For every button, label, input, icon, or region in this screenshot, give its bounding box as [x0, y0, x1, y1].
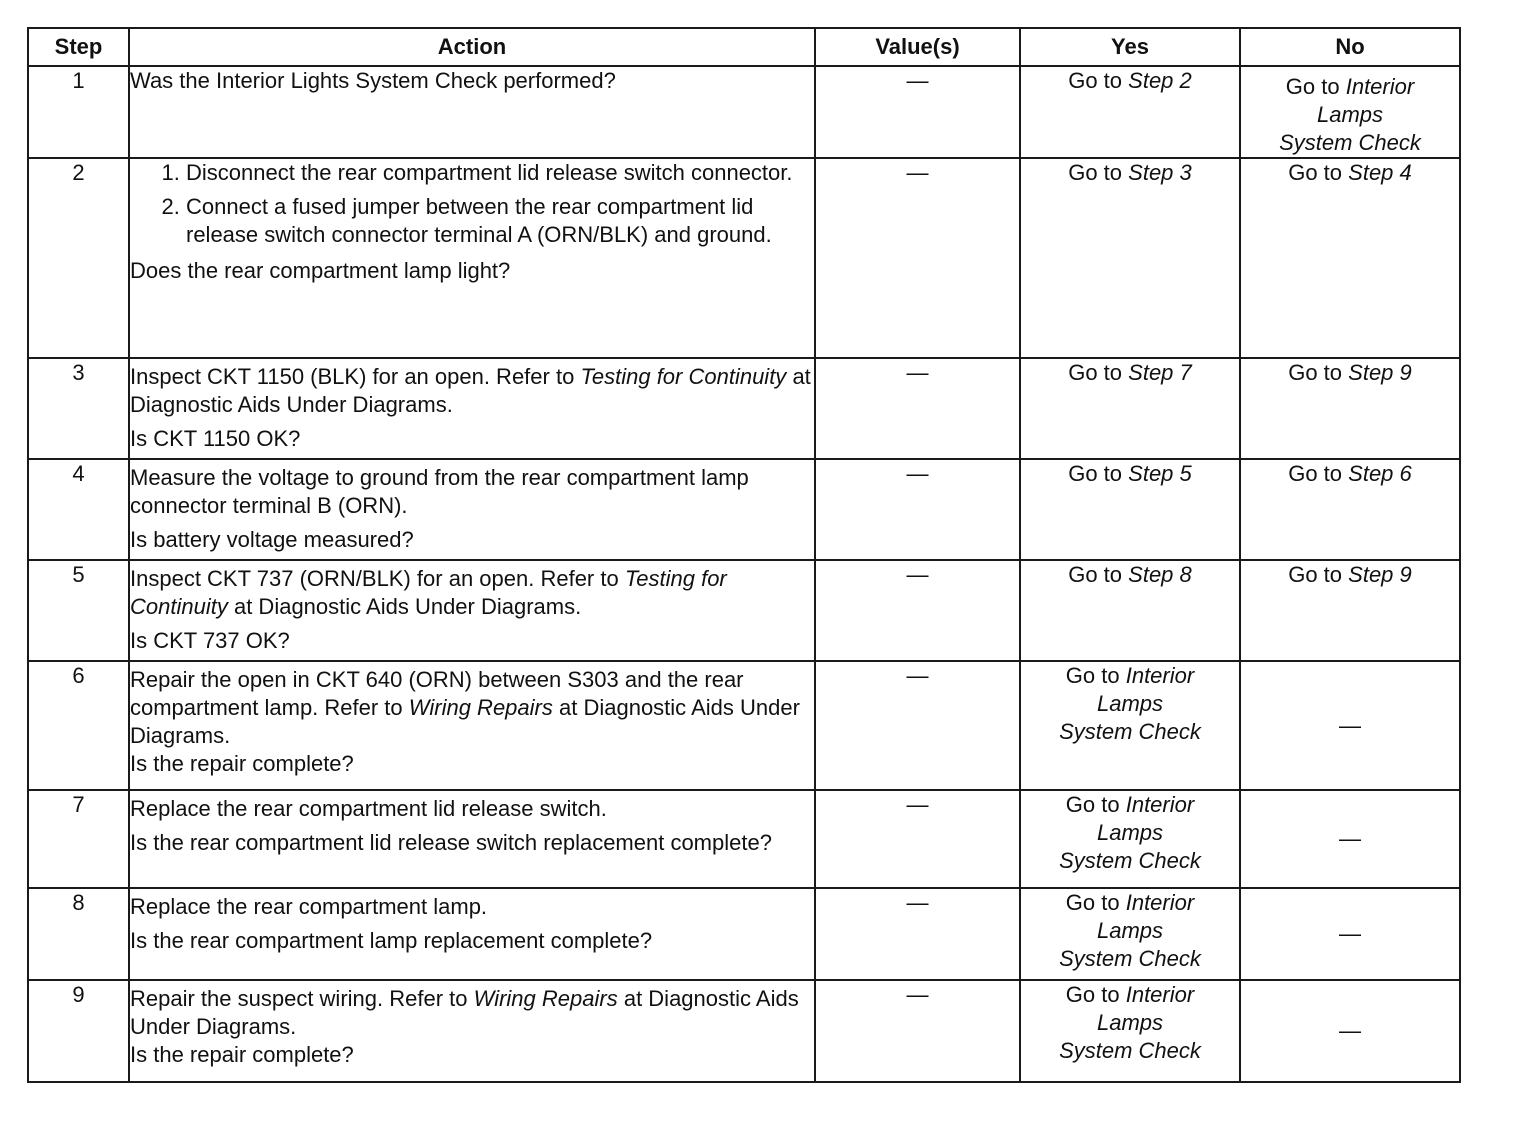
- yes-target-line1: Interior: [1125, 982, 1195, 1007]
- action-question: Is the repair complete?: [130, 1042, 354, 1067]
- value-dash: —: [906, 160, 929, 185]
- table-row: [28, 888, 1460, 980]
- action-question: Is CKT 737 OK?: [130, 628, 290, 653]
- go-to-label: Go to: [1065, 663, 1120, 688]
- no-dash: —: [1339, 1018, 1361, 1043]
- table-row: [28, 158, 1460, 358]
- table-row: [28, 459, 1460, 560]
- reference-link-text: Wiring Repairs: [408, 695, 553, 720]
- no-cell: [1240, 358, 1460, 459]
- go-to-label: Go to: [1065, 792, 1120, 817]
- action-cell: [129, 790, 815, 888]
- yes-target: Step 5: [1128, 461, 1192, 486]
- action-question: Was the Interior Lights System Check performed?: [130, 68, 616, 93]
- yes-target-line3: System Check: [1059, 719, 1201, 744]
- value-dash: —: [906, 562, 929, 587]
- yes-target-line1: Interior: [1125, 792, 1195, 817]
- instruction-item: 2. Connect a fused jumper between the rear compartment lid release switch connector terminal A (ORN/BLK) and ground.: [186, 193, 814, 249]
- value-cell: [815, 358, 1020, 459]
- yes-target-line3: System Check: [1059, 848, 1201, 873]
- step-number: 9: [28, 980, 129, 1082]
- go-to-label: Go to: [1068, 360, 1123, 385]
- value-cell: [815, 459, 1020, 560]
- no-cell: [1240, 158, 1460, 358]
- no-target-line3: System Check: [1279, 130, 1421, 155]
- action-text: Replace the rear compartment lamp.: [130, 894, 488, 919]
- reference-link-text: Testing for Continuity: [130, 566, 727, 619]
- no-dash: —: [1339, 712, 1361, 738]
- value-cell: [815, 560, 1020, 661]
- action-question: Is the repair complete?: [130, 751, 354, 776]
- header-values: Value(s): [815, 28, 1020, 66]
- value-cell: [815, 66, 1020, 158]
- action-text: Measure the voltage to ground from the rear compartment lamp connector terminal B (ORN).: [130, 465, 749, 518]
- header-step: Step: [28, 28, 129, 66]
- go-to-label: Go to: [1285, 74, 1340, 99]
- action-cell: [129, 158, 815, 358]
- value-dash: —: [906, 890, 929, 915]
- yes-cell: [1020, 888, 1240, 980]
- step-number: 3: [28, 358, 129, 459]
- no-target: Step 4: [1348, 160, 1412, 185]
- no-cell: [1240, 459, 1460, 560]
- go-to-label: Go to: [1288, 360, 1343, 385]
- no-dash: —: [1339, 826, 1361, 851]
- no-target: Step 9: [1348, 562, 1412, 587]
- action-text: Repair the suspect wiring. Refer to Wiring Repairs at Diagnostic Aids Under Diagrams.: [130, 986, 799, 1039]
- yes-target: Step 7: [1128, 360, 1192, 385]
- table-row: [28, 790, 1460, 888]
- action-cell: [129, 358, 815, 459]
- go-to-label: Go to: [1065, 890, 1120, 915]
- header-row: [28, 28, 1460, 66]
- yes-target-line2: Lamps: [1096, 1010, 1164, 1035]
- action-text: Repair the open in CKT 640 (ORN) between S303 and the rear compartment lamp. Refer to Wiring Repairs at Diagnostic Aids Under Diagrams.: [130, 667, 800, 748]
- no-target-line1: Interior: [1345, 74, 1415, 99]
- action-question: Does the rear compartment lamp light?: [130, 258, 511, 283]
- go-to-label: Go to: [1065, 982, 1120, 1007]
- step-number: 2: [28, 158, 129, 358]
- step-number: 8: [28, 888, 129, 980]
- header-action: Action: [129, 28, 815, 66]
- value-dash: —: [906, 663, 929, 688]
- value-cell: [815, 980, 1020, 1082]
- instruction-item: 1. Disconnect the rear compartment lid release switch connector.: [186, 159, 814, 187]
- no-dash: —: [1339, 921, 1361, 946]
- no-cell: [1240, 66, 1460, 158]
- no-cell: [1240, 980, 1460, 1082]
- yes-target: Step 3: [1128, 160, 1192, 185]
- yes-target-line2: Lamps: [1096, 820, 1164, 845]
- no-cell: [1240, 888, 1460, 980]
- value-dash: —: [906, 461, 929, 486]
- go-to-label: Go to: [1288, 562, 1343, 587]
- action-question: Is battery voltage measured?: [130, 527, 414, 552]
- header-no: No: [1240, 28, 1460, 66]
- yes-cell: [1020, 790, 1240, 888]
- go-to-label: Go to: [1068, 562, 1123, 587]
- step-number: 7: [28, 790, 129, 888]
- header-yes: Yes: [1020, 28, 1240, 66]
- yes-target-line3: System Check: [1059, 1038, 1201, 1063]
- action-text: Inspect CKT 1150 (BLK) for an open. Refer to Testing for Continuity at Diagnostic Aids Under Diagrams.: [130, 364, 811, 417]
- yes-target-line3: System Check: [1059, 946, 1201, 971]
- value-cell: [815, 661, 1020, 790]
- action-cell: [129, 980, 815, 1082]
- value-dash: —: [906, 792, 929, 817]
- action-cell: [129, 888, 815, 980]
- yes-target-line2: Lamps: [1096, 918, 1164, 943]
- go-to-label: Go to: [1068, 461, 1123, 486]
- value-cell: [815, 158, 1020, 358]
- yes-target-line1: Interior: [1125, 663, 1195, 688]
- value-dash: —: [906, 360, 929, 385]
- action-instructions: [130, 159, 814, 249]
- action-question: Is CKT 1150 OK?: [130, 426, 301, 451]
- action-cell: [129, 66, 815, 158]
- reference-link-text: Wiring Repairs: [473, 986, 618, 1011]
- table-row: [28, 980, 1460, 1082]
- action-question: Is the rear compartment lid release switch replacement complete?: [130, 830, 772, 855]
- value-cell: [815, 888, 1020, 980]
- yes-cell: [1020, 459, 1240, 560]
- go-to-label: Go to: [1288, 461, 1343, 486]
- yes-target-line2: Lamps: [1096, 691, 1164, 716]
- value-cell: [815, 790, 1020, 888]
- no-cell: [1240, 560, 1460, 661]
- yes-cell: [1020, 980, 1240, 1082]
- value-dash: —: [906, 68, 929, 93]
- no-target-line2: Lamps: [1316, 102, 1384, 127]
- yes-cell: [1020, 560, 1240, 661]
- action-cell: [129, 560, 815, 661]
- value-dash: —: [906, 982, 929, 1007]
- action-text: Inspect CKT 737 (ORN/BLK) for an open. Refer to Testing for Continuity at Diagnostic Aids Under Diagrams.: [130, 566, 727, 619]
- step-number: 5: [28, 560, 129, 661]
- yes-target-line1: Interior: [1125, 890, 1195, 915]
- action-cell: [129, 459, 815, 560]
- no-cell: [1240, 661, 1460, 790]
- go-to-label: Go to: [1068, 160, 1123, 185]
- step-number: 1: [28, 66, 129, 158]
- action-text: Replace the rear compartment lid release switch.: [130, 796, 607, 821]
- go-to-label: Go to: [1288, 160, 1343, 185]
- yes-target: Step 2: [1128, 68, 1192, 93]
- yes-cell: [1020, 661, 1240, 790]
- go-to-label: Go to: [1068, 68, 1123, 93]
- table-row: [28, 661, 1460, 790]
- diagnostic-table: [27, 27, 1461, 1083]
- yes-cell: [1020, 358, 1240, 459]
- yes-target: Step 8: [1128, 562, 1192, 587]
- no-target: Step 6: [1348, 461, 1412, 486]
- table-row: [28, 66, 1460, 158]
- table-row: [28, 560, 1460, 661]
- step-number: 6: [28, 661, 129, 790]
- table-row: [28, 358, 1460, 459]
- yes-cell: [1020, 158, 1240, 358]
- no-target: Step 9: [1348, 360, 1412, 385]
- action-cell: [129, 661, 815, 790]
- no-cell: [1240, 790, 1460, 888]
- step-number: 4: [28, 459, 129, 560]
- yes-cell: [1020, 66, 1240, 158]
- reference-link-text: Testing for Continuity: [580, 364, 787, 389]
- action-question: Is the rear compartment lamp replacement complete?: [130, 928, 653, 953]
